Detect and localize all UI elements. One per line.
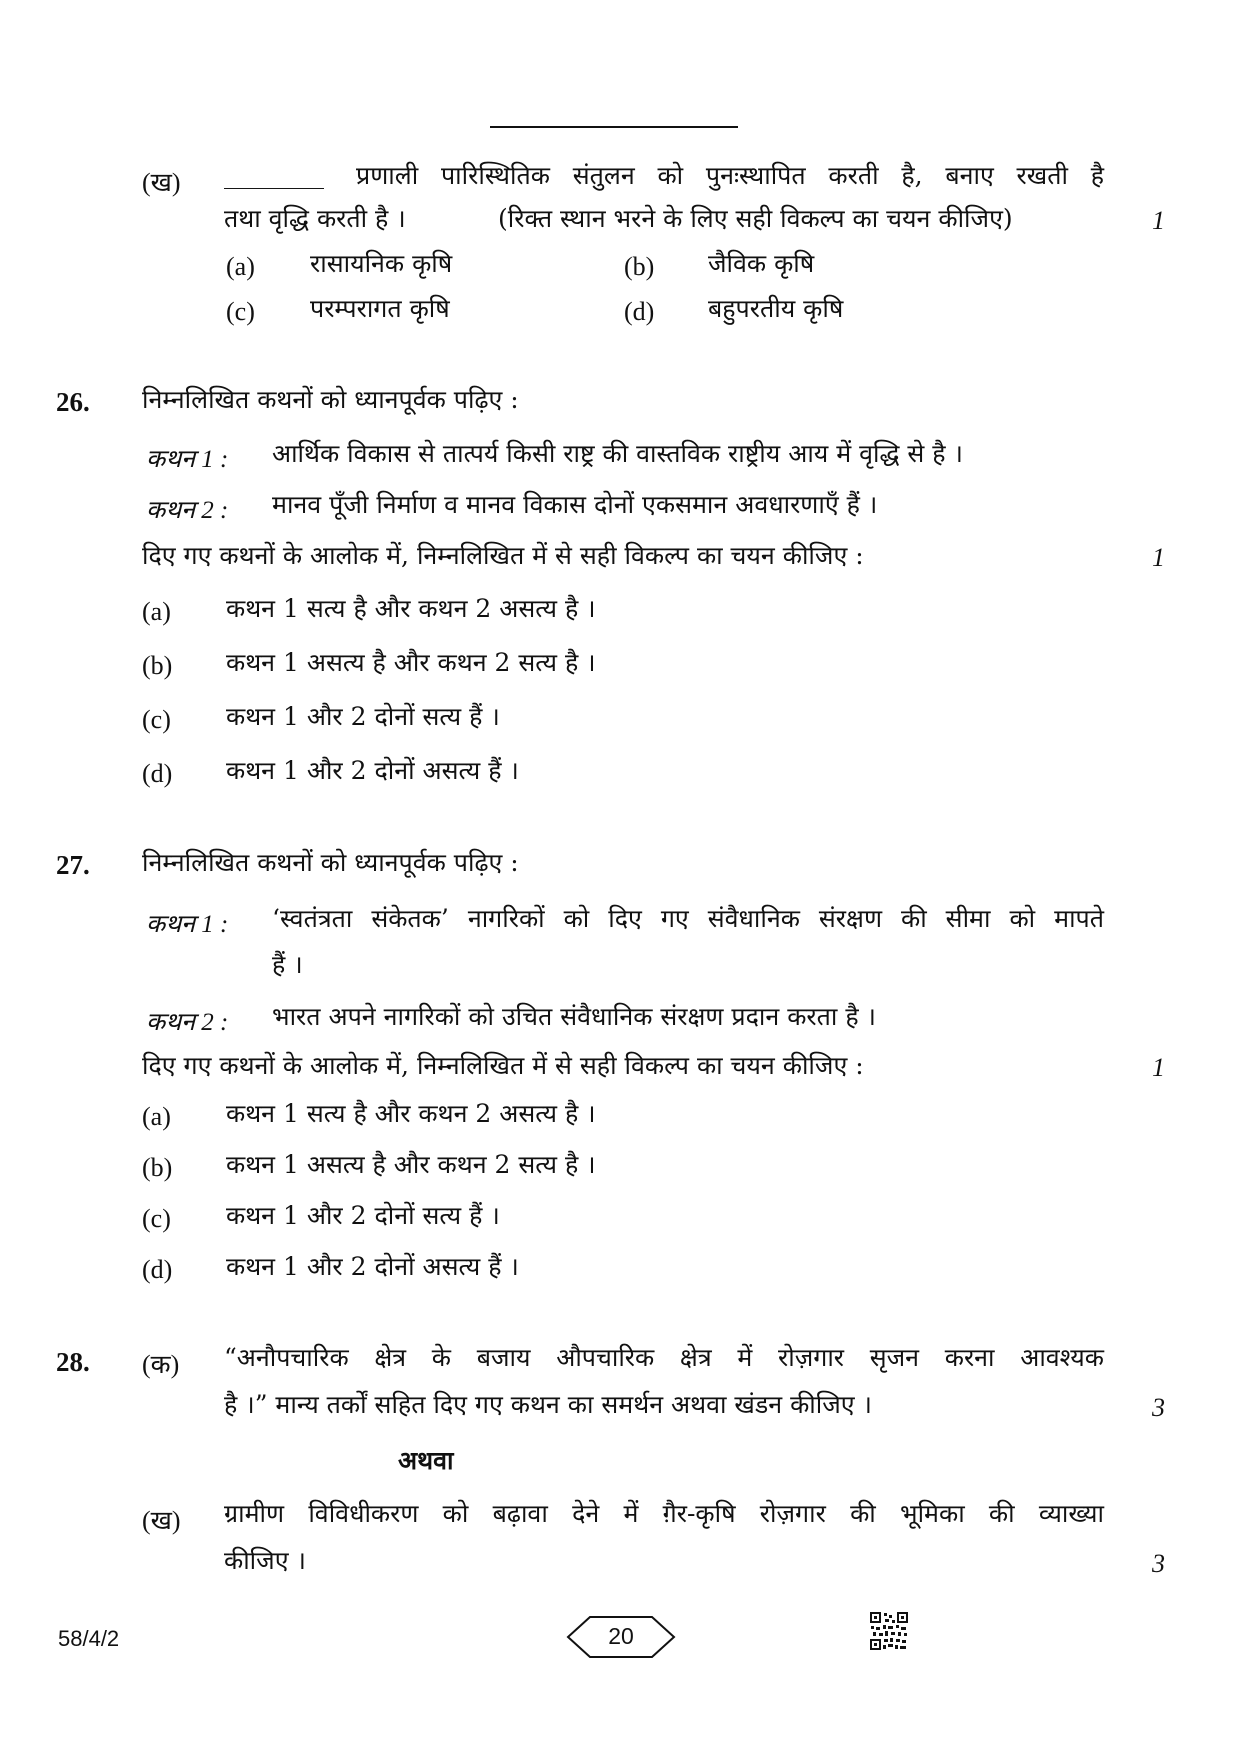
qr-code-icon bbox=[870, 1612, 908, 1650]
q26-marks: 1 bbox=[1152, 543, 1165, 572]
q26-statement2-text: मानव पूँजी निर्माण व मानव विकास दोनों एकसमान अवधारणाएँ हैं । bbox=[272, 490, 878, 519]
q25b-option-b-text: जैविक कृषि bbox=[708, 249, 815, 278]
q27-option-c-text: कथन 1 और 2 दोनों सत्य हैं । bbox=[226, 1201, 500, 1230]
q27-intro: निम्नलिखित कथनों को ध्यानपूर्वक पढ़िए : bbox=[142, 848, 519, 877]
q26-option-c-label: (c) bbox=[142, 705, 171, 734]
q26-instruction: दिए गए कथनों के आलोक में, निम्नलिखित में से सही विकल्प का चयन कीजिए : bbox=[142, 541, 864, 570]
q28a-marks: 3 bbox=[1152, 1393, 1165, 1422]
q28b-label: (ख) bbox=[142, 1506, 181, 1535]
q27-option-b-label: (b) bbox=[142, 1153, 173, 1182]
q26-statement2-label: कथन 2 : bbox=[146, 497, 229, 524]
q26-number: 26. bbox=[56, 387, 90, 417]
q28b-line2: कीजिए । bbox=[224, 1546, 306, 1575]
q26-option-a-label: (a) bbox=[142, 597, 171, 626]
q28a-line2: है ।” मान्य तर्कों सहित दिए गए कथन का समर्थन अथवा खंडन कीजिए । bbox=[224, 1390, 873, 1419]
q27-option-b-text: कथन 1 असत्य है और कथन 2 सत्य है । bbox=[226, 1150, 596, 1179]
q28b-line1: ग्रामीण विविधीकरण को बढ़ावा देने में ग़ैर-कृषि रोज़गार की भूमिका की व्याख्या bbox=[224, 1499, 1104, 1528]
q25b-line2b: (रिक्त स्थान भरने के लिए सही विकल्प का चयन कीजिए) bbox=[498, 204, 1013, 233]
q28b-marks: 3 bbox=[1152, 1549, 1165, 1578]
q25b-option-d-label: (d) bbox=[624, 297, 655, 326]
q28-number: 28. bbox=[56, 1347, 90, 1377]
q25b-blank: ________ bbox=[224, 160, 324, 189]
q28a-line1: “अनौपचारिक क्षेत्र के बजाय औपचारिक क्षेत्र में रोज़गार सृजन करना आवश्यक bbox=[224, 1343, 1104, 1372]
q27-option-a-label: (a) bbox=[142, 1102, 171, 1131]
paper-code: 58/4/2 bbox=[58, 1626, 120, 1651]
q27-number: 27. bbox=[56, 850, 90, 880]
q25b-line2a: तथा वृद्धि करती है । bbox=[224, 204, 406, 233]
q25b-option-c-text: परम्परागत कृषि bbox=[310, 294, 450, 323]
q27-option-a-text: कथन 1 सत्य है और कथन 2 असत्य है । bbox=[226, 1099, 596, 1128]
page-number: 20 bbox=[608, 1623, 634, 1649]
q26-intro: निम्नलिखित कथनों को ध्यानपूर्वक पढ़िए : bbox=[142, 385, 519, 414]
q27-statement1-line2: हैं । bbox=[272, 950, 303, 979]
q25b-option-d-text: बहुपरतीय कृषि bbox=[708, 294, 844, 323]
q26-statement1-label: कथन 1 : bbox=[146, 446, 229, 473]
q27-option-d-text: कथन 1 और 2 दोनों असत्य हैं । bbox=[226, 1252, 519, 1281]
q27-option-c-label: (c) bbox=[142, 1204, 171, 1233]
q25b-line1: प्रणाली पारिस्थितिक संतुलन को पुनःस्थापित करती है, बनाए रखती है bbox=[356, 161, 1104, 190]
q25b-option-c-label: (c) bbox=[226, 297, 255, 326]
page-number-badge bbox=[566, 1614, 676, 1660]
q27-statement2-text: भारत अपने नागरिकों को उचित संवैधानिक संरक्षण प्रदान करता है । bbox=[272, 1002, 877, 1031]
q25b-marks: 1 bbox=[1152, 206, 1165, 235]
q27-statement1-line1: ‘स्वतंत्रता संकेतक’ नागरिकों को दिए गए संवैधानिक संरक्षण की सीमा को मापते bbox=[272, 904, 1104, 933]
q27-statement2-label: कथन 2 : bbox=[146, 1009, 229, 1036]
q26-option-c-text: कथन 1 और 2 दोनों सत्य हैं । bbox=[226, 702, 500, 731]
q25b-option-b-label: (b) bbox=[624, 252, 655, 281]
q28a-label: (क) bbox=[142, 1350, 180, 1379]
q26-option-a-text: कथन 1 सत्य है और कथन 2 असत्य है । bbox=[226, 594, 596, 623]
q26-statement1-text: आर्थिक विकास से तात्पर्य किसी राष्ट्र की वास्तविक राष्ट्रीय आय में वृद्धि से है । bbox=[272, 439, 963, 468]
q28-or-divider: अथवा bbox=[398, 1446, 454, 1475]
q26-option-d-label: (d) bbox=[142, 759, 173, 788]
q26-option-b-text: कथन 1 असत्य है और कथन 2 सत्य है । bbox=[226, 648, 596, 677]
q26-option-d-text: कथन 1 और 2 दोनों असत्य हैं । bbox=[226, 756, 519, 785]
q27-instruction: दिए गए कथनों के आलोक में, निम्नलिखित में से सही विकल्प का चयन कीजिए : bbox=[142, 1051, 864, 1080]
q26-option-b-label: (b) bbox=[142, 651, 173, 680]
q25b-option-a-label: (a) bbox=[226, 252, 255, 281]
q27-statement1-label: कथन 1 : bbox=[146, 911, 229, 938]
q25b-label: (ख) bbox=[142, 168, 181, 197]
q25b-option-a-text: रासायनिक कृषि bbox=[310, 249, 453, 278]
q27-option-d-label: (d) bbox=[142, 1255, 173, 1284]
top-divider bbox=[490, 126, 738, 128]
q27-marks: 1 bbox=[1152, 1053, 1165, 1082]
